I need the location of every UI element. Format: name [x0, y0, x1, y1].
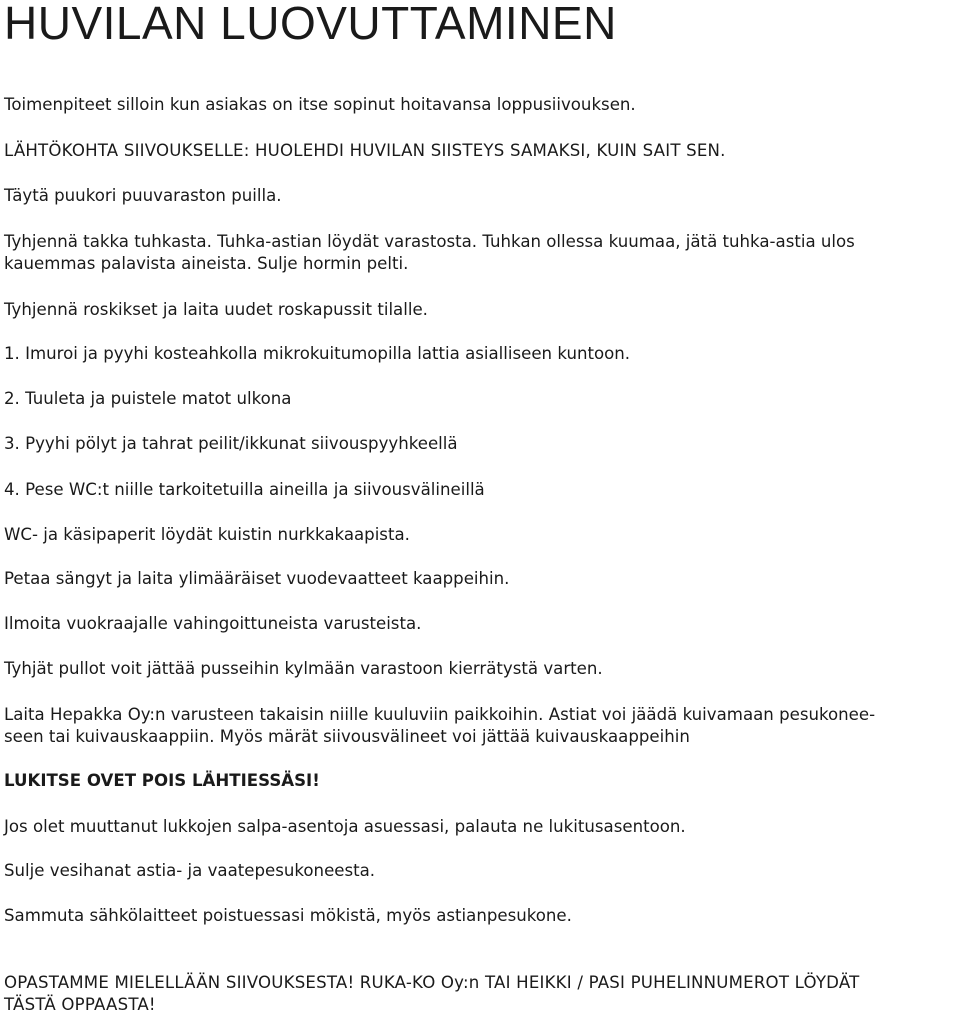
- intro-text: Toimenpiteet silloin kun asiakas on itse sopinut hoitavansa loppusiivouksen.: [4, 95, 636, 114]
- paper-location: WC- ja käsipaperit löydät kuistin nurkkakaapista.: [4, 525, 410, 544]
- step-2-rugs: 2. Tuuleta ja puistele matot ulkona: [4, 389, 292, 408]
- firewood-instruction: Täytä puukori puuvaraston puilla.: [4, 186, 282, 205]
- equipment-instruction-line-2: seen tai kuivauskaappiin. Myös märät siivousvälineet voi jättää kuivauskaappeihin: [4, 727, 690, 746]
- page-title: HUVILAN LUOVUTTAMINEN: [4, 0, 617, 49]
- bottles-instruction: Tyhjät pullot voit jättää pusseihin kylmään varastoon kierrätystä varten.: [4, 659, 603, 678]
- damage-report: Ilmoita vuokraajalle vahingoittuneista varusteista.: [4, 614, 422, 633]
- beds-instruction: Petaa sängyt ja laita ylimääräiset vuodevaatteet kaappeihin.: [4, 569, 510, 588]
- fireplace-instruction-line-1: Tyhjennä takka tuhkasta. Tuhka-astian löydät varastosta. Tuhkan ollessa kuumaa, jätä tuhka-astia ulos: [4, 232, 855, 251]
- water-taps-instruction: Sulje vesihanat astia- ja vaatepesukoneesta.: [4, 861, 376, 880]
- lock-doors-notice: LUKITSE OVET POIS LÄHTIESSÄSI!: [4, 771, 320, 790]
- contact-notice-line-2: TÄSTÄ OPPAASTA!: [4, 995, 156, 1014]
- contact-notice-line-1: OPASTAMME MIELELLÄÄN SIIVOUKSESTA! RUKA-KO Oy:n TAI HEIKKI / PASI PUHELINNUMEROT LÖYDÄT: [4, 973, 860, 992]
- step-4-wc: 4. Pese WC:t niille tarkoitetuilla aineilla ja siivousvälineillä: [4, 480, 485, 499]
- fireplace-instruction-line-2: kauemmas palavista aineista. Sulje hormin pelti.: [4, 254, 409, 273]
- step-3-dust: 3. Pyyhi pölyt ja tahrat peilit/ikkunat siivouspyyhkeellä: [4, 434, 458, 453]
- trash-instruction: Tyhjennä roskikset ja laita uudet roskapussit tilalle.: [4, 300, 428, 319]
- cleaning-starting-point: LÄHTÖKOHTA SIIVOUKSELLE: HUOLEHDI HUVILAN SIISTEYS SAMAKSI, KUIN SAIT SEN.: [4, 141, 726, 160]
- equipment-instruction-line-1: Laita Hepakka Oy:n varusteen takaisin niille kuuluviin paikkoihin. Astiat voi jäädä kuivamaan pesukonee-: [4, 705, 876, 724]
- electronics-instruction: Sammuta sähkölaitteet poistuessasi mökistä, myös astianpesukone.: [4, 906, 572, 925]
- step-1-vacuum: 1. Imuroi ja pyyhi kosteahkolla mikrokuitumopilla lattia asialliseen kuntoon.: [4, 344, 631, 363]
- locks-instruction: Jos olet muuttanut lukkojen salpa-asentoja asuessasi, palauta ne lukitusasentoon.: [4, 817, 686, 836]
